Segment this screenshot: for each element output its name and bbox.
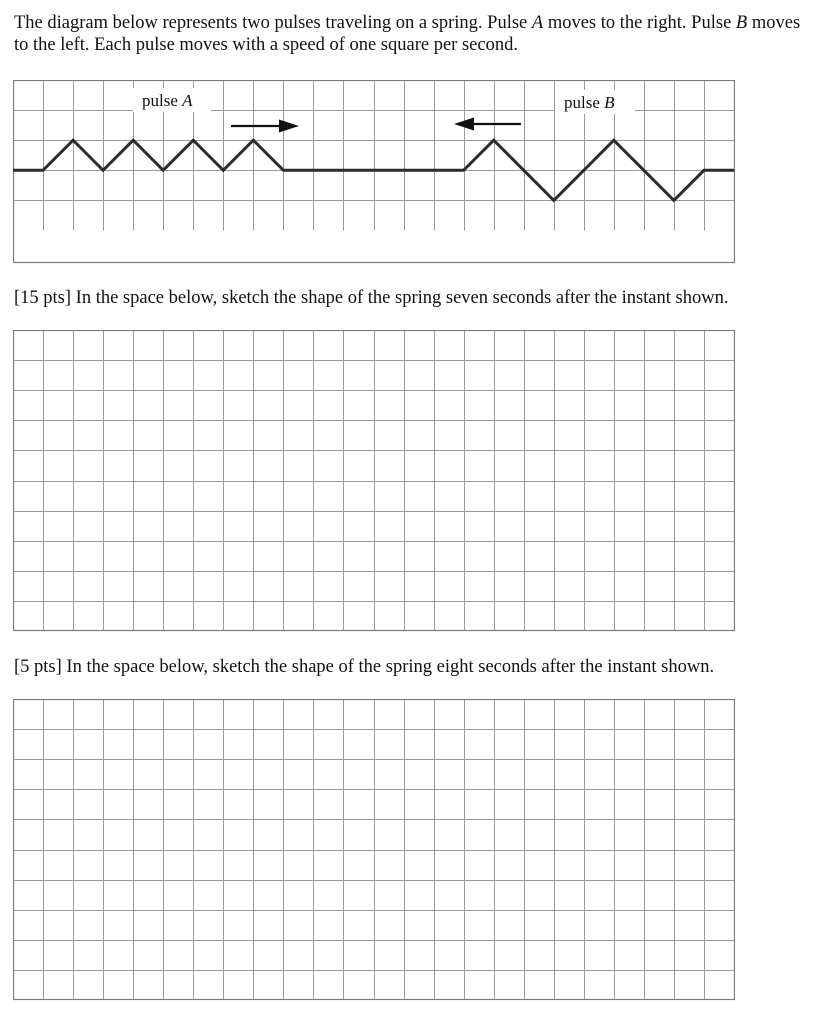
pulse-diagram — [13, 80, 735, 264]
question-2 — [14, 656, 804, 678]
question-1-points: [15 pts] — [14, 288, 72, 308]
sketch-grid-eight-seconds[interactable] — [13, 699, 735, 1001]
pulse-b-symbol: B — [735, 13, 748, 33]
pulse-a-label: pulse A — [142, 91, 193, 110]
question-2-text: In the space below, sketch the shape of the spring eight seconds after the instant shown. — [61, 657, 715, 677]
pulse-a-arrow-right-icon — [231, 120, 299, 133]
pulse-b-label: pulse B — [564, 93, 615, 112]
question-1 — [14, 287, 804, 309]
problem-statement: The diagram below represents two pulses traveling on a spring. Pulse A moves to the right. Pulse B moves to the left. Each pulse moves with a speed of one square per second. — [14, 13, 801, 55]
question-2-points: [5 pts] — [14, 657, 62, 677]
sketch-grid-1-gridlines — [13, 330, 734, 631]
sketch-grid-seven-seconds[interactable] — [13, 330, 735, 632]
pulse-a-symbol: A — [531, 13, 544, 33]
question-1-text: In the space below, sketch the shape of the spring seven seconds after the instant shown. — [71, 288, 729, 308]
sketch-grid-2-gridlines — [13, 699, 734, 1000]
